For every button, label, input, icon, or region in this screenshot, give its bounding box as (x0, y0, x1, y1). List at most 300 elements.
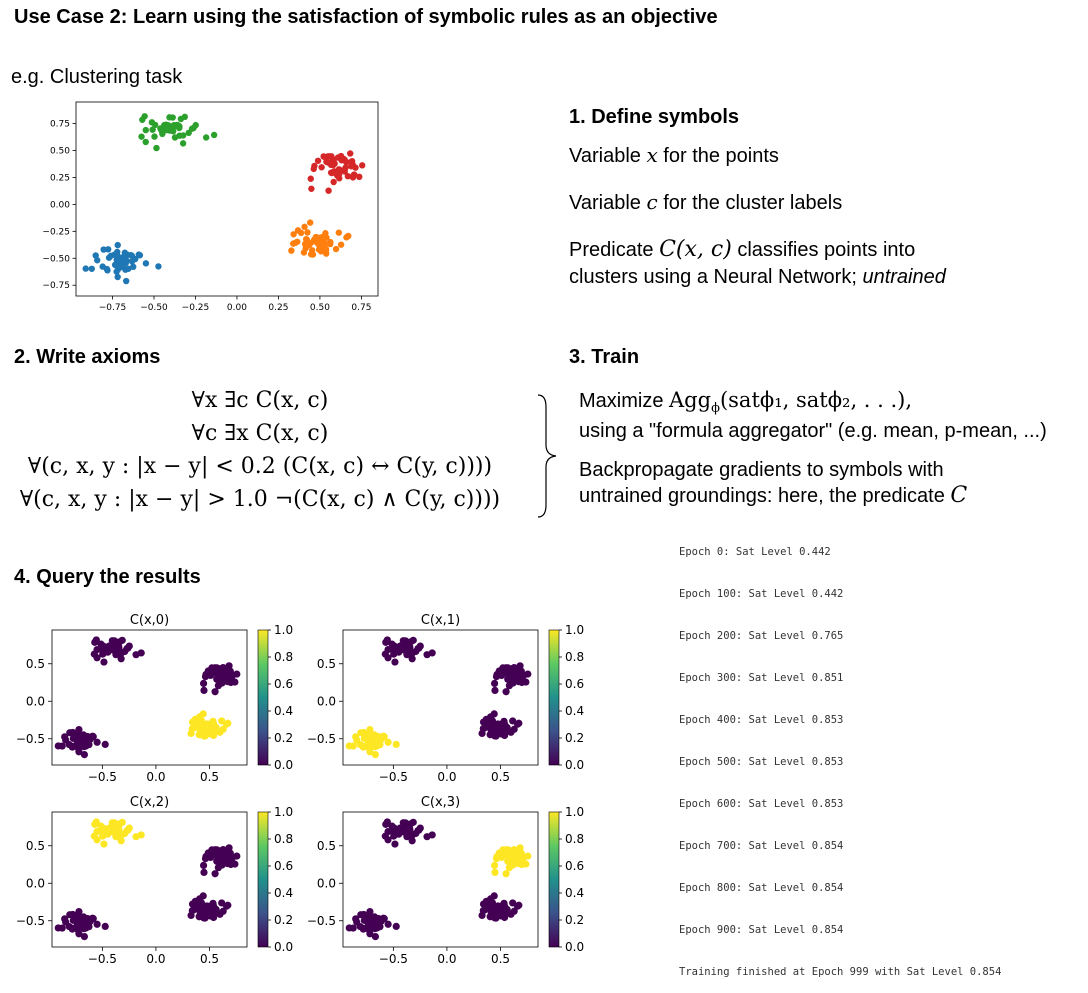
data-point (338, 241, 344, 247)
data-point (118, 655, 125, 662)
y-tick-label: −0.5 (15, 731, 45, 746)
data-point (345, 233, 351, 239)
data-point (308, 176, 314, 182)
data-point (336, 175, 342, 181)
pred-italic: untrained (862, 266, 946, 288)
x-tick-label: −0.50 (140, 303, 168, 313)
data-point (393, 741, 400, 748)
data-point (478, 912, 485, 919)
data-point (216, 729, 223, 736)
data-point (493, 855, 500, 862)
y-tick-label: 0.5 (316, 656, 336, 671)
data-point (336, 229, 342, 235)
data-point (333, 246, 339, 252)
result-plot-c2 (14, 789, 304, 969)
agg-rest: ϕ₁, satϕ₂, . . .), (759, 388, 913, 412)
data-point (200, 862, 207, 869)
data-point (311, 236, 317, 242)
data-point (524, 670, 531, 677)
data-point (218, 717, 225, 724)
data-point (233, 852, 240, 859)
data-point (389, 646, 396, 653)
data-point (215, 864, 222, 871)
section1-heading: 1. Define symbols (569, 106, 740, 128)
data-point (215, 682, 222, 689)
colorbar-tick-label: 0.6 (274, 859, 294, 873)
colorbar (258, 630, 268, 765)
data-point (218, 899, 225, 906)
data-point (202, 722, 209, 729)
log-line: Epoch 700: Sat Level 0.854 (679, 840, 844, 852)
x-tick-label: 0.0 (146, 770, 166, 784)
data-point (200, 680, 207, 687)
data-point (228, 859, 235, 866)
data-point (83, 265, 89, 271)
data-point (94, 921, 101, 928)
colorbar-tick-label: 0.6 (565, 677, 585, 691)
data-point (202, 904, 209, 911)
data-point (307, 219, 313, 225)
data-point (502, 664, 509, 671)
agg-subscript: ϕ (711, 401, 720, 417)
data-point (172, 134, 178, 140)
pred-pre: Predicate (569, 239, 660, 261)
data-point (189, 125, 195, 131)
colorbar-tick-label: 1.0 (565, 805, 585, 819)
data-point (519, 677, 526, 684)
data-point (82, 915, 89, 922)
pred-symbol: C(x, c) (659, 237, 732, 262)
y-tick-label: −0.5 (306, 913, 336, 928)
plot-title: C(x,2) (129, 795, 170, 810)
data-point (502, 846, 509, 853)
data-point (94, 739, 101, 746)
data-point (79, 922, 86, 929)
colorbar-tick-label: 0.2 (274, 731, 294, 745)
y-tick-label: 0.5 (25, 656, 45, 671)
data-point (515, 902, 522, 909)
maximize-pre: Maximize (579, 390, 670, 412)
colorbar-tick-label: 0.8 (565, 832, 585, 846)
data-point (55, 742, 62, 749)
x-tick-label: −0.5 (378, 952, 408, 966)
agg-args: (sat (719, 388, 760, 412)
data-point (393, 923, 400, 930)
data-point (129, 258, 135, 264)
data-point (114, 824, 121, 831)
var-c-line (569, 190, 842, 215)
log-line: Epoch 800: Sat Level 0.854 (679, 882, 844, 894)
x-tick-label: −0.5 (378, 770, 408, 784)
data-point (180, 132, 186, 138)
data-point (100, 658, 107, 665)
data-point (303, 236, 309, 242)
data-point (91, 821, 98, 828)
data-point (208, 728, 215, 735)
data-point (55, 924, 62, 931)
y-tick-label: 0.0 (316, 876, 336, 891)
data-point (227, 668, 234, 675)
data-point (203, 134, 209, 140)
y-tick-label: −0.75 (42, 281, 70, 292)
data-point (75, 733, 82, 740)
data-point (409, 837, 416, 844)
x-tick-label: 0.75 (351, 303, 372, 313)
data-point (323, 250, 329, 256)
data-point (308, 186, 314, 192)
data-point (342, 168, 348, 174)
data-point (492, 912, 499, 919)
data-point (81, 933, 88, 940)
example-label: e.g. Clustering task (11, 66, 183, 88)
colorbar-tick-label: 0.2 (274, 913, 294, 927)
y-tick-label: 0.50 (49, 146, 70, 157)
axiom-4: ∀(c, x, y : |x − y| > 1.0 ¬(C(x, c) ∧ C(y, c)))) (19, 487, 501, 512)
colorbar-tick-label: 0.0 (274, 758, 294, 772)
x-tick-label: −0.5 (87, 952, 117, 966)
data-point (491, 862, 498, 869)
data-point (180, 140, 186, 146)
data-point (89, 266, 95, 272)
colorbar-tick-label: 0.8 (565, 650, 585, 664)
data-point (115, 242, 121, 248)
data-point (166, 114, 172, 120)
colorbar-tick-label: 0.6 (274, 677, 294, 691)
data-point (349, 158, 355, 164)
colorbar-tick-label: 0.6 (565, 859, 585, 873)
data-point (138, 133, 144, 139)
data-point (202, 673, 209, 680)
data-point (227, 850, 234, 857)
data-point (200, 687, 207, 694)
data-point (202, 855, 209, 862)
data-point (515, 720, 522, 727)
data-point (507, 911, 514, 918)
data-point (491, 869, 498, 876)
x-tick-label: 0.5 (199, 770, 220, 784)
data-point (288, 247, 294, 253)
log-line: Training finished at Epoch 999 with Sat Level 0.854 (679, 966, 1002, 978)
data-point (208, 910, 215, 917)
data-point (346, 742, 353, 749)
data-point (491, 680, 498, 687)
data-point (118, 837, 125, 844)
data-point (519, 859, 526, 866)
data-point (98, 646, 105, 653)
predicate-description (569, 236, 946, 291)
data-point (320, 244, 326, 250)
var-c-post: for the cluster labels (657, 192, 843, 214)
log-line: Epoch 100: Sat Level 0.442 (679, 588, 844, 600)
aggregator-line: using a "formula aggregator" (e.g. mean, p-mean, ...) (579, 420, 1047, 442)
data-point (187, 912, 194, 919)
result-plot-c1 (305, 607, 595, 787)
data-point (192, 716, 199, 723)
colorbar (258, 812, 268, 947)
data-point (311, 166, 317, 172)
data-point (329, 170, 335, 176)
data-point (366, 733, 373, 740)
data-point (211, 664, 218, 671)
plot-title: C(x,3) (420, 795, 461, 810)
data-point (149, 126, 155, 132)
data-point (518, 668, 525, 675)
data-point (491, 710, 498, 717)
axiom-2: ∀c ∃x C(x, c) (191, 421, 329, 446)
data-point (423, 833, 430, 840)
data-point (123, 278, 129, 284)
data-point (98, 828, 105, 835)
plot-title: C(x,1) (420, 613, 461, 628)
data-point (507, 729, 514, 736)
data-point (499, 728, 506, 735)
backprop-line2: untrained groundings: here, the predicate (579, 485, 951, 507)
data-point (224, 902, 231, 909)
data-point (491, 892, 498, 899)
data-point (346, 924, 353, 931)
axioms-block (10, 388, 510, 520)
data-point (113, 268, 119, 274)
colorbar-tick-label: 0.2 (565, 913, 585, 927)
data-point (79, 740, 86, 747)
data-point (524, 852, 531, 859)
data-point (409, 655, 416, 662)
data-point (218, 847, 225, 854)
data-point (414, 645, 421, 652)
colorbar-tick-label: 0.8 (274, 832, 294, 846)
y-tick-label: 0.00 (49, 200, 70, 211)
data-point (106, 255, 112, 261)
backprop-text (579, 457, 967, 509)
agg-symbol: Agg (669, 388, 712, 412)
data-point (143, 127, 149, 133)
data-point (178, 116, 184, 122)
data-point (509, 717, 516, 724)
y-tick-label: −0.5 (306, 731, 336, 746)
data-point (492, 730, 499, 737)
cluster-scatter-plot (40, 98, 385, 316)
y-tick-label: 0.0 (25, 876, 45, 891)
y-tick-label: 0.0 (25, 694, 45, 709)
data-point (200, 710, 207, 717)
data-point (139, 117, 145, 123)
x-tick-label: 0.5 (490, 770, 511, 784)
var-x-line (569, 143, 779, 168)
data-point (200, 892, 207, 899)
data-point (151, 133, 157, 139)
colorbar-tick-label: 0.4 (274, 886, 294, 900)
data-point (174, 122, 180, 128)
data-point (153, 145, 159, 151)
data-point (325, 187, 331, 193)
training-log (679, 517, 1001, 993)
data-point (136, 251, 142, 257)
y-tick-label: 0.0 (316, 694, 336, 709)
page-title: Use Case 2: Learn using the satisfaction of symbolic rules as an objective (14, 6, 718, 28)
colorbar-tick-label: 0.0 (274, 940, 294, 954)
data-point (372, 751, 379, 758)
data-point (211, 846, 218, 853)
data-point (201, 912, 208, 919)
maximize-line (579, 388, 912, 416)
data-point (123, 645, 130, 652)
data-point (493, 722, 500, 729)
data-point (506, 682, 513, 689)
y-tick-label: −0.25 (42, 227, 70, 238)
x-tick-label: 0.5 (490, 952, 511, 966)
data-point (483, 898, 490, 905)
section4-heading: 4. Query the results (14, 566, 201, 588)
data-point (155, 263, 161, 269)
x-tick-label: −0.5 (87, 770, 117, 784)
axiom-3: ∀(c, x, y : |x − y| < 0.2 (C(x, c) ↔ C(y, c)))) (27, 454, 493, 479)
colorbar-tick-label: 0.8 (274, 650, 294, 664)
data-point (373, 915, 380, 922)
data-point (192, 898, 199, 905)
x-tick-label: 0.5 (199, 952, 220, 966)
data-point (382, 639, 389, 646)
log-line: Epoch 900: Sat Level 0.854 (679, 924, 844, 936)
x-tick-label: 0.25 (268, 303, 289, 313)
data-point (315, 158, 321, 164)
data-point (132, 651, 139, 658)
y-tick-label: 0.25 (49, 173, 70, 184)
data-point (359, 162, 365, 168)
colorbar-tick-label: 0.0 (565, 940, 585, 954)
data-point (414, 827, 421, 834)
data-point (228, 677, 235, 684)
data-point (124, 252, 130, 258)
data-point (370, 922, 377, 929)
data-point (389, 828, 396, 835)
log-line: Epoch 500: Sat Level 0.853 (679, 756, 844, 768)
data-point (114, 642, 121, 649)
data-point (295, 227, 301, 233)
data-point (309, 247, 315, 253)
colorbar-tick-label: 0.4 (274, 704, 294, 718)
data-point (405, 824, 412, 831)
data-point (233, 670, 240, 677)
x-tick-label: 0.0 (437, 770, 457, 784)
data-point (493, 904, 500, 911)
data-point (123, 827, 130, 834)
data-point (491, 687, 498, 694)
var-x-symbol: x (646, 143, 658, 167)
var-c-symbol: c (646, 190, 658, 214)
result-plot-c3 (305, 789, 595, 969)
data-point (366, 915, 373, 922)
data-point (370, 740, 377, 747)
data-point (292, 240, 298, 246)
pred-line2: clusters using a Neural Network; (569, 266, 863, 288)
data-point (201, 730, 208, 737)
data-point (91, 639, 98, 646)
data-point (385, 739, 392, 746)
data-point (92, 252, 98, 258)
data-point (351, 171, 357, 177)
colorbar-tick-label: 0.0 (565, 758, 585, 772)
data-point (325, 153, 331, 159)
data-point (114, 252, 120, 258)
log-line: Epoch 0: Sat Level 0.442 (679, 546, 831, 558)
data-point (224, 720, 231, 727)
data-point (509, 665, 516, 672)
data-point (509, 899, 516, 906)
var-x-post: for the points (657, 145, 779, 167)
data-point (518, 850, 525, 857)
data-point (499, 910, 506, 917)
var-c-pre: Variable (569, 192, 647, 214)
data-point (304, 229, 310, 235)
data-point (506, 864, 513, 871)
section2-heading: 2. Write axioms (14, 346, 161, 368)
data-point (187, 730, 194, 737)
data-point (347, 150, 353, 156)
data-point (211, 132, 217, 138)
log-line: Epoch 200: Sat Level 0.765 (679, 630, 844, 642)
data-point (105, 246, 111, 252)
data-point (216, 911, 223, 918)
data-point (385, 921, 392, 928)
data-point (100, 840, 107, 847)
x-tick-label: −0.25 (181, 303, 210, 313)
data-point (125, 266, 131, 272)
colorbar-tick-label: 1.0 (565, 623, 585, 637)
axiom-1: ∀x ∃c C(x, c) (191, 388, 329, 413)
data-point (102, 923, 109, 930)
data-point (120, 262, 126, 268)
data-point (102, 741, 109, 748)
data-point (405, 642, 412, 649)
data-point (75, 915, 82, 922)
data-point (114, 274, 120, 280)
axioms-brace (532, 393, 560, 519)
data-point (391, 840, 398, 847)
data-point (373, 733, 380, 740)
colorbar-tick-label: 0.4 (565, 704, 585, 718)
backprop-line1: Backpropagate gradients to symbols with (579, 459, 944, 481)
x-tick-label: 0.0 (437, 952, 457, 966)
section3-heading: 3. Train (569, 346, 640, 368)
data-point (478, 730, 485, 737)
data-point (335, 154, 341, 160)
data-point (502, 870, 509, 877)
data-point (372, 933, 379, 940)
data-point (327, 239, 333, 245)
data-point (382, 821, 389, 828)
log-line: Epoch 600: Sat Level 0.853 (679, 798, 844, 810)
data-point (200, 869, 207, 876)
backprop-symbol: C (950, 483, 968, 508)
data-point (81, 751, 88, 758)
x-tick-label: 0.50 (309, 303, 330, 313)
colorbar-tick-label: 0.4 (565, 886, 585, 900)
colorbar-tick-label: 0.2 (565, 731, 585, 745)
data-point (330, 179, 336, 185)
data-point (423, 651, 430, 658)
y-tick-label: −0.5 (15, 913, 45, 928)
pred-post: classifies points into (731, 239, 916, 261)
colorbar-tick-label: 1.0 (274, 805, 294, 819)
data-point (211, 870, 218, 877)
data-point (218, 665, 225, 672)
data-point (328, 162, 334, 168)
data-point (502, 688, 509, 695)
y-tick-label: −0.50 (42, 254, 70, 265)
x-tick-label: −0.75 (98, 303, 127, 313)
data-point (318, 164, 324, 170)
colorbar-tick-label: 1.0 (274, 623, 294, 637)
